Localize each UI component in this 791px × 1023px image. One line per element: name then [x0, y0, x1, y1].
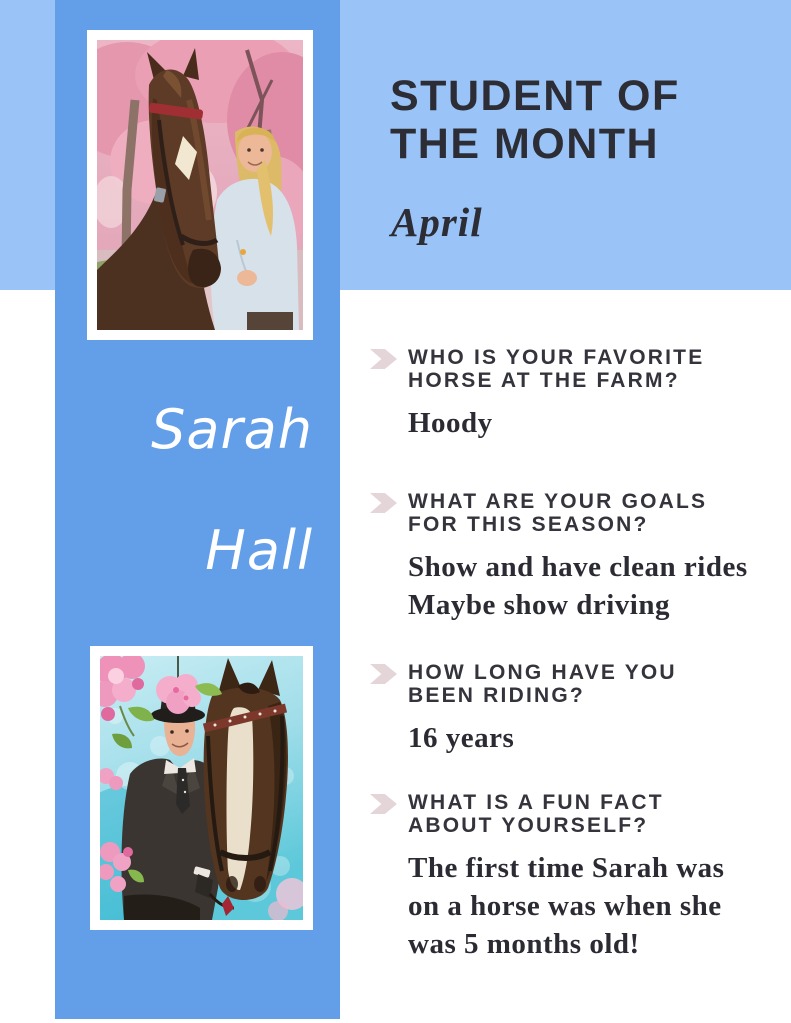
- answer-line: Show and have clean rides: [408, 551, 748, 583]
- question-line: HOW LONG HAVE YOU: [408, 661, 677, 684]
- answer-line: Maybe show driving: [408, 589, 670, 621]
- answer-line: The first time Sarah was: [408, 852, 725, 884]
- question: [408, 490, 748, 536]
- page-title-line1: STUDENT OF: [390, 72, 680, 120]
- question-line: WHAT ARE YOUR GOALS: [408, 490, 708, 513]
- arrow-bullet-icon: [370, 664, 397, 684]
- arrow-bullet-icon: [370, 493, 397, 513]
- qa-section-goals: [370, 490, 775, 624]
- qa-section-riding-duration: [370, 661, 775, 757]
- page-title-line2: THE MONTH: [390, 120, 660, 168]
- question-line: BEEN RIDING?: [408, 684, 585, 707]
- question-line: FOR THIS SEASON?: [408, 513, 649, 536]
- photo-sarah-with-horse: [97, 40, 303, 330]
- question-line: HORSE AT THE FARM?: [408, 369, 680, 392]
- question: [408, 791, 724, 837]
- student-last-name: Hall: [205, 519, 313, 582]
- month-subtitle: April: [391, 199, 483, 245]
- answer: [408, 849, 724, 963]
- qa-text: [408, 661, 677, 757]
- arrow-bullet-icon: [370, 794, 397, 814]
- photo-sarah-riding: [100, 656, 303, 920]
- page-title: [390, 72, 680, 168]
- answer-line: Hoody: [408, 407, 493, 439]
- answer: [408, 404, 704, 442]
- sarah-hand: [237, 270, 257, 286]
- answer: [408, 548, 748, 624]
- qa-text: [408, 791, 724, 963]
- student-first-name: Sarah: [151, 398, 313, 461]
- answer-line: 16 years: [408, 722, 515, 754]
- arrow-bullet-icon: [370, 349, 397, 369]
- question: [408, 346, 704, 392]
- answer: [408, 719, 677, 757]
- question-line: ABOUT YOURSELF?: [408, 814, 649, 837]
- question-line: WHAT IS A FUN FACT: [408, 791, 664, 814]
- answer-line: on a horse was when she: [408, 890, 722, 922]
- qa-section-favorite-horse: [370, 346, 775, 442]
- question: [408, 661, 677, 707]
- question-line: WHO IS YOUR FAVORITE: [408, 346, 705, 369]
- photo-top-frame: [87, 30, 313, 340]
- student-name: [87, 398, 313, 583]
- qa-text: [408, 346, 704, 442]
- photo-bottom-frame: [90, 646, 313, 930]
- answer-line: was 5 months old!: [408, 928, 640, 960]
- qa-section-fun-fact: [370, 791, 775, 963]
- qa-text: [408, 490, 748, 624]
